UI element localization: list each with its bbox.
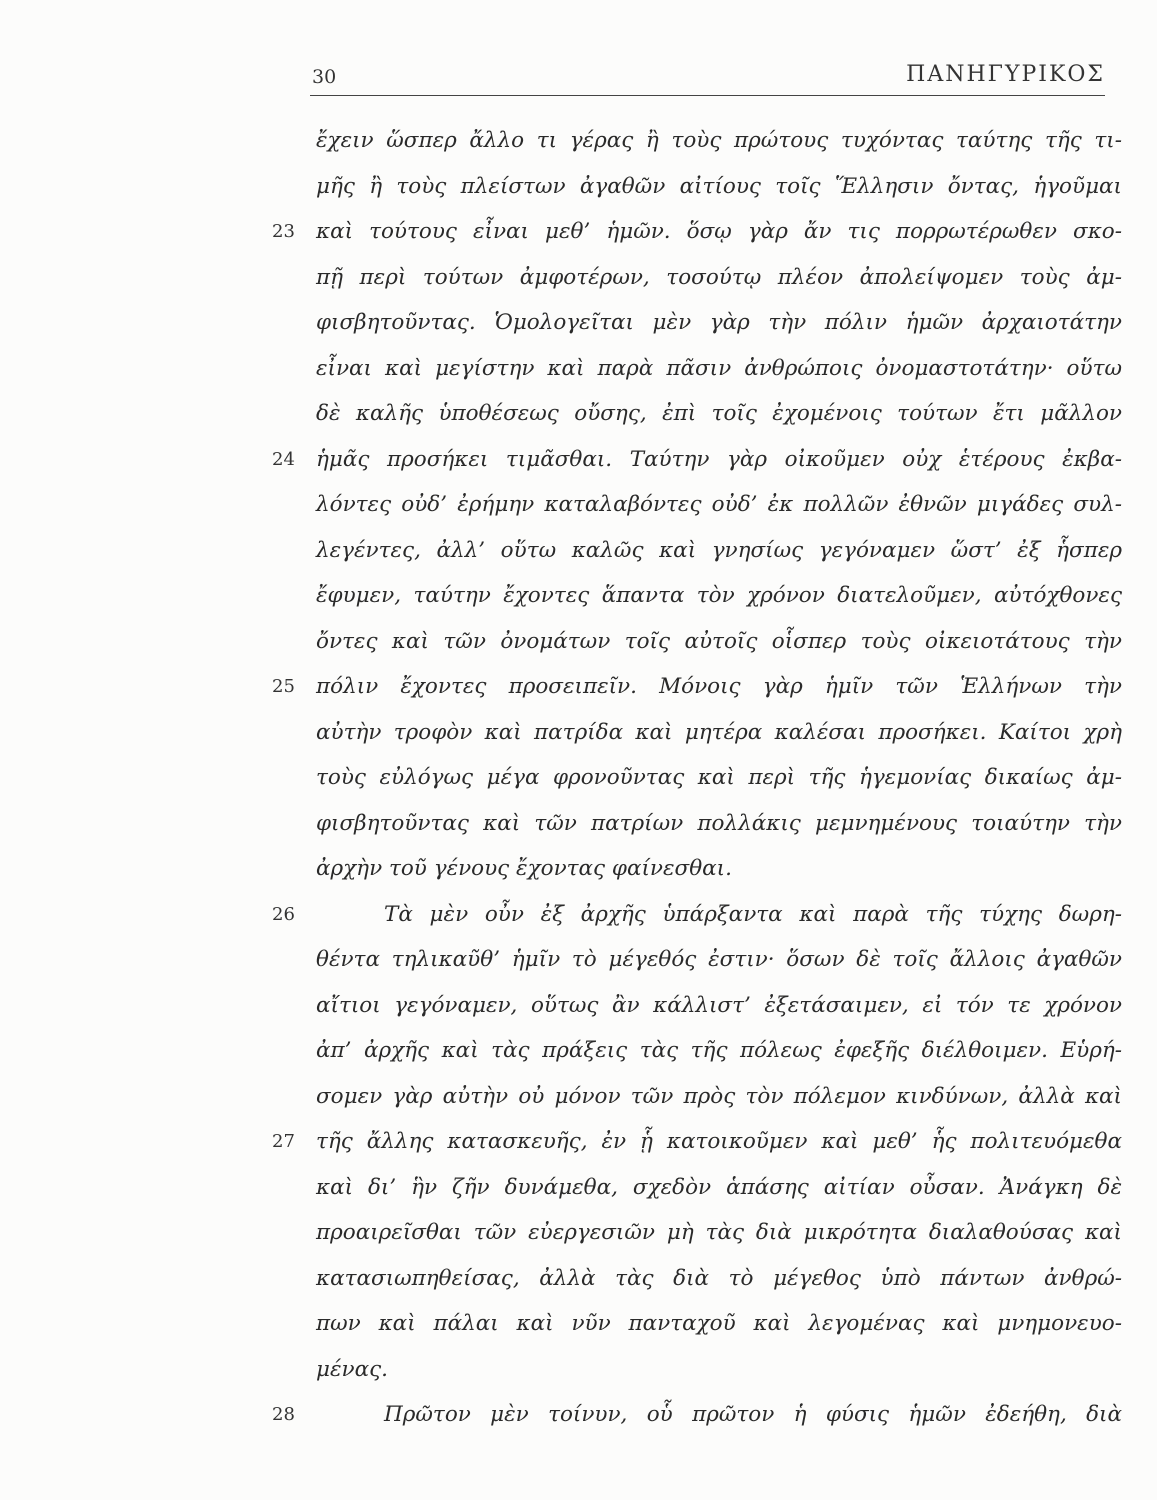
line-text: τῆς ἄλλης κατασκευῆς, ἐν ᾗ κατοικοῦμεν καὶ μεθ’ ἧς πολιτευόμεθα xyxy=(316,1129,1122,1154)
text-line xyxy=(316,1028,1122,1074)
line-text: φισβητοῦντας καὶ τῶν πατρίων πολλάκις μεμνημένους τοιαύτην τὴν xyxy=(316,810,1122,836)
text-line xyxy=(316,755,1122,801)
text-line xyxy=(272,437,1122,483)
line-text: τοὺς εὐλόγως μέγα φρονοῦντας καὶ περὶ τῆς ἡγεμονίας δικαίως ἀμ- xyxy=(316,765,1122,790)
text-line xyxy=(316,1301,1122,1347)
header-rule xyxy=(310,95,1105,96)
line-text: Πρῶτον μὲν τοίνυν, οὗ πρῶτον ἡ φύσις ἡμῶν ἐδεήθη, διὰ xyxy=(384,1402,1122,1427)
page-number: 30 xyxy=(312,66,337,88)
text-line xyxy=(316,164,1122,210)
line-text: λεγέντες, ἀλλ’ οὕτω καλῶς καὶ γνησίως γεγόναμεν ὥστ’ ἐξ ἧσπερ xyxy=(316,537,1122,563)
text-line xyxy=(272,1392,1122,1438)
text-line xyxy=(316,1165,1122,1211)
line-text: ἡμᾶς προσήκει τιμᾶσθαι. Ταύτην γὰρ οἰκοῦμεν οὐχ ἑτέρους ἐκβα- xyxy=(316,446,1122,472)
section-number: 27 xyxy=(272,1131,295,1152)
text-line xyxy=(316,937,1122,983)
text-line xyxy=(316,300,1122,346)
line-text: μένας. xyxy=(316,1356,388,1382)
section-number: 26 xyxy=(272,903,295,925)
text-line xyxy=(316,255,1122,301)
section-number: 23 xyxy=(272,221,295,242)
text-line xyxy=(316,1210,1122,1256)
line-text: πόλιν ἔχοντες προσειπεῖν. Μόνοις γὰρ ἡμῖν τῶν Ἑλλήνων τὴν xyxy=(316,674,1122,699)
text-line xyxy=(316,1256,1122,1302)
line-text: ἔφυμεν, ταύτην ἔχοντες ἅπαντα τὸν χρόνον διατελοῦμεν, αὐτόχθονες xyxy=(316,583,1122,608)
text-line xyxy=(316,1074,1122,1120)
line-text: δὲ καλῆς ὑποθέσεως οὔσης, ἐπὶ τοῖς ἐχομένοις τούτων ἔτι μᾶλλον xyxy=(316,401,1122,426)
text-line xyxy=(316,346,1122,392)
line-text: ἀπ’ ἀρχῆς καὶ τὰς πράξεις τὰς τῆς πόλεως ἐφεξῆς διέλθοιμεν. Εὑρή- xyxy=(316,1038,1122,1063)
line-text: ἀρχὴν τοῦ γένους ἔχοντας φαίνεσθαι. xyxy=(316,856,732,881)
text-line xyxy=(316,118,1122,164)
line-text: σομεν γὰρ αὐτὴν οὐ μόνον τῶν πρὸς τὸν πόλεμον κινδύνων, ἀλλὰ καὶ xyxy=(316,1083,1122,1109)
text-block xyxy=(272,118,1122,1438)
text-line xyxy=(272,209,1122,255)
text-line xyxy=(316,1347,1122,1393)
line-text: κατασιωπηθείσας, ἀλλὰ τὰς διὰ τὸ μέγεθος ὑπὸ πάντων ἀνθρώ- xyxy=(316,1265,1122,1291)
line-text: εἶναι καὶ μεγίστην καὶ παρὰ πᾶσιν ἀνθρώποις ὀνομαστοτάτην· οὕτω xyxy=(316,355,1122,381)
line-text: αἴτιοι γεγόναμεν, οὕτως ἂν κάλλιστ’ ἐξετάσαιμεν, εἰ τόν τε χρόνον xyxy=(316,992,1122,1018)
line-text: προαιρεῖσθαι τῶν εὐεργεσιῶν μὴ τὰς διὰ μικρότητα διαλαθούσας καὶ xyxy=(316,1220,1122,1245)
line-text: λόντες οὐδ’ ἐρήμην καταλαβόντες οὐδ’ ἐκ πολλῶν ἐθνῶν μιγάδες συλ- xyxy=(316,492,1122,517)
line-text: καὶ τούτους εἶναι μεθ’ ἡμῶν. ὅσῳ γὰρ ἄν τις πορρωτέρωθεν σκο- xyxy=(316,219,1122,244)
text-line xyxy=(316,710,1122,756)
line-text: μῆς ἢ τοὺς πλείστων ἀγαθῶν αἰτίους τοῖς Ἕλλησιν ὄντας, ἡγοῦμαι xyxy=(316,173,1122,199)
section-number: 25 xyxy=(272,676,295,697)
line-text: καὶ δι’ ἣν ζῆν δυνάμεθα, σχεδὸν ἁπάσης αἰτίαν οὖσαν. Ἀνάγκη δὲ xyxy=(316,1174,1122,1200)
line-text: πῇ περὶ τούτων ἀμφοτέρων, τοσούτῳ πλέον ἀπολείψομεν τοὺς ἀμ- xyxy=(316,264,1122,290)
text-line xyxy=(316,573,1122,619)
line-text: αὐτὴν τροφὸν καὶ πατρίδα καὶ μητέρα καλέσαι προσήκει. Καίτοι χρὴ xyxy=(316,719,1122,745)
line-text: φισβητοῦντας. Ὁμολογεῖται μὲν γὰρ τὴν πόλιν ἡμῶν ἀρχαιοτάτην xyxy=(316,310,1122,335)
text-line xyxy=(316,482,1122,528)
text-line xyxy=(272,1119,1122,1165)
text-line xyxy=(316,391,1122,437)
line-text: θέντα τηλικαῦθ’ ἡμῖν τὸ μέγεθός ἐστιν· ὅσων δὲ τοῖς ἄλλοις ἀγαθῶν xyxy=(316,947,1122,972)
text-line xyxy=(316,619,1122,665)
text-line xyxy=(316,528,1122,574)
line-text: Τὰ μὲν οὖν ἐξ ἀρχῆς ὑπάρξαντα καὶ παρὰ τῆς τύχης δωρη- xyxy=(384,901,1122,927)
text-line xyxy=(316,801,1122,847)
line-text: ἔχειν ὥσπερ ἄλλο τι γέρας ἢ τοὺς πρώτους τυχόντας ταύτης τῆς τι- xyxy=(316,128,1122,153)
section-number: 28 xyxy=(272,1404,295,1425)
text-line xyxy=(316,846,1122,892)
running-title: ΠΑΝΗΓΥΡΙΚΟΣ xyxy=(906,62,1105,87)
text-line xyxy=(272,892,1122,938)
line-text: ὄντες καὶ τῶν ὀνομάτων τοῖς αὐτοῖς οἷσπερ τοὺς οἰκειοτάτους τὴν xyxy=(316,628,1122,654)
text-line xyxy=(272,664,1122,710)
section-number: 24 xyxy=(272,448,295,470)
line-text: πων καὶ πάλαι καὶ νῦν πανταχοῦ καὶ λεγομένας καὶ μνημονευο- xyxy=(316,1311,1122,1336)
text-line xyxy=(316,983,1122,1029)
